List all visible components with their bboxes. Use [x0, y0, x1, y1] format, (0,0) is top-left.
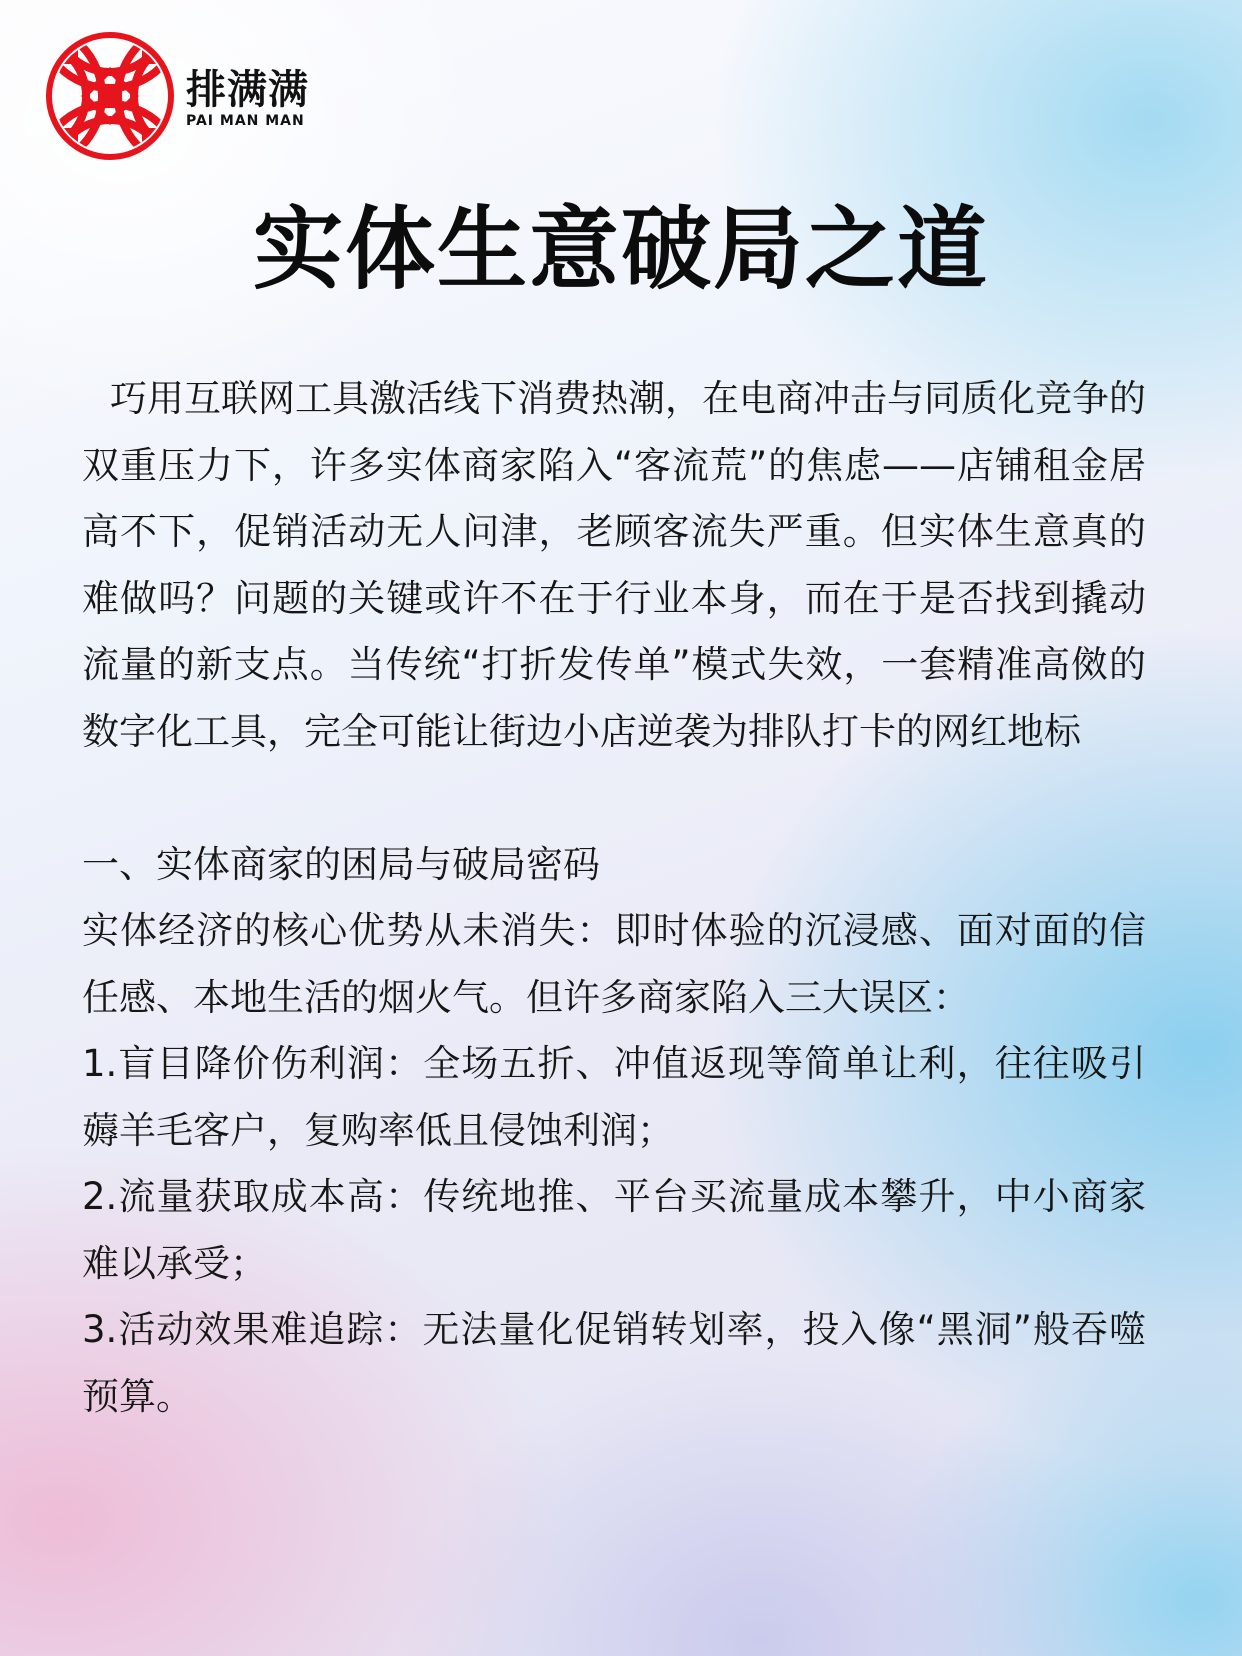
intro-paragraph: 巧用互联网工具激活线下消费热潮，在电商冲击与同质化竞争的双重压力下，许多实体商家陷入“客流荒”的焦虑——店铺租金居高不下，促销活动无人问津，老顾客流失严重。但实体生意真的难做吗？问题的关键或许不在于行业本身，而在于是否找到撬动流量的新支点。当传统“打折发传单”模式失效，一套精准高傚的数字化工具，完全可能让街边小店逆袭为排队打卡的网红地标 [82, 377, 1146, 753]
list-item: 3.活动效果难追踪：无法量化促销转划率，投入像“黑洞”般吞噬预算。 [82, 1308, 1146, 1418]
brand-header [44, 30, 309, 162]
paragraph-spacer [82, 765, 1146, 832]
article-body [82, 366, 1146, 1430]
brand-name: 排满满 [186, 66, 309, 113]
section-heading: 一、实体商家的困局与破局密码 [82, 842, 600, 886]
section-paragraph: 实体经济的核心优势从未消失：即时体验的沉浸感、面对面的信任感、本地生活的烟火气。但许多商家陷入三大误区： [82, 909, 1146, 1019]
brand-text [186, 68, 309, 129]
list-item: 1.盲目降价伤利润：全场五折、冲值返现等简单让利，往往吸引薅羊毛客户，复购率低且侵蚀利润； [82, 1042, 1146, 1152]
brand-pinyin: PAI MAN MAN [186, 112, 305, 129]
paimanman-logo-icon [44, 30, 176, 162]
list-item: 2.流量获取成本高：传统地推、平台买流量成本攀升，中小商家难以承受； [82, 1175, 1146, 1285]
page-title: 实体生意破局之道 [253, 197, 989, 302]
